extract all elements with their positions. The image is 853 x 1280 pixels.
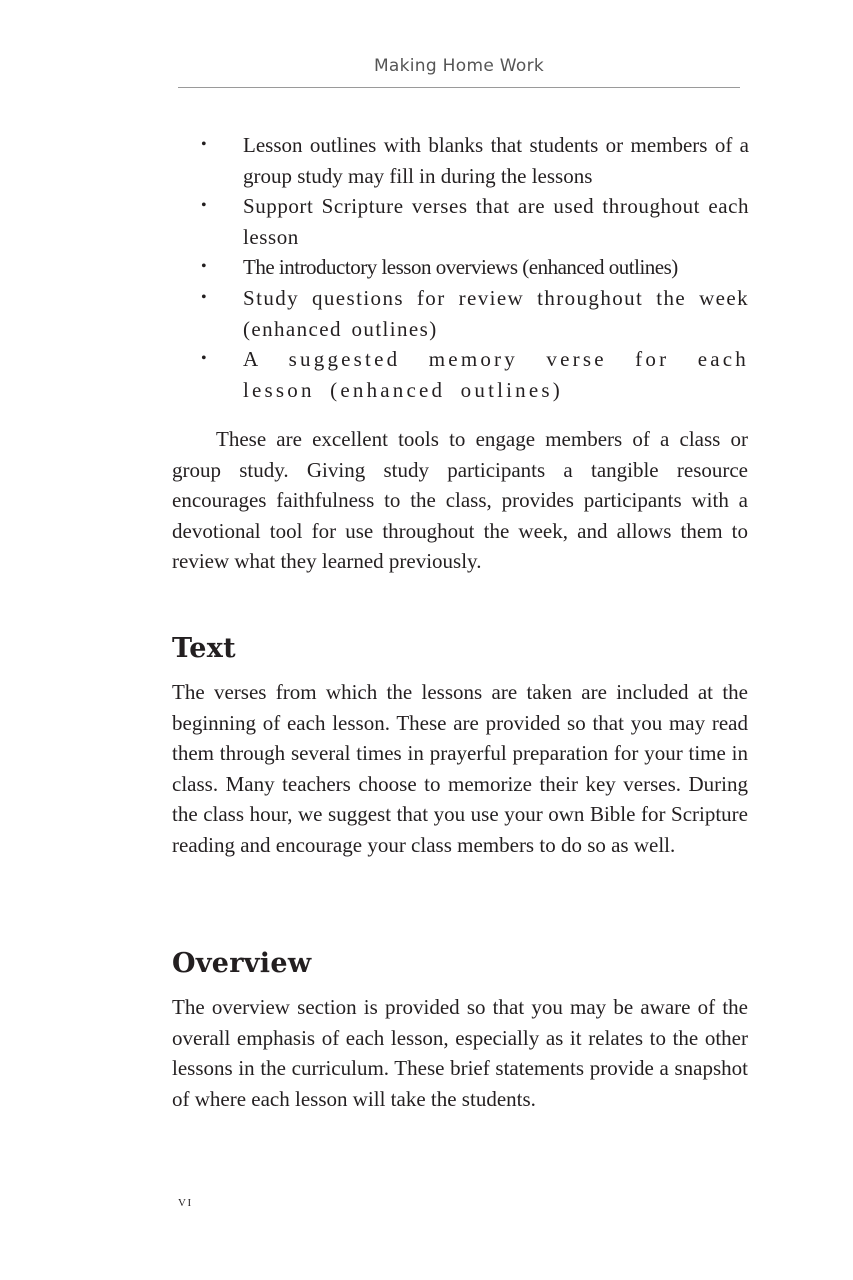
section-heading-overview: Overview bbox=[172, 948, 312, 979]
bullet-list bbox=[196, 130, 749, 405]
running-header: Making Home Work bbox=[373, 56, 545, 76]
bullet-icon: • bbox=[201, 258, 207, 276]
bullet-text: Study questions for review throughout the week (enhanced outlines) bbox=[243, 285, 749, 341]
bullet-icon: • bbox=[201, 350, 210, 368]
bullet-item bbox=[196, 344, 749, 405]
section-body-text: The verses from which the lessons are taken are included at the beginning of each lesson. These are provided so that you may read them through several times in prayerful preparation for your time in class. Many teachers choose to memorize their key verses. During the class hour, we suggest that you use your own Bible for Scripture reading and encourage your class members to do so as well. bbox=[172, 680, 748, 857]
page-number: vi bbox=[178, 1193, 193, 1210]
bullet-item bbox=[196, 283, 749, 344]
bullet-item bbox=[196, 130, 749, 191]
bullet-icon: • bbox=[201, 136, 207, 153]
section-body-overview: The overview section is provided so that you may be aware of the overall emphasis of each lesson, especially as it relates to the other lessons in the curriculum. These brief statements provide a snapshot of where each lesson will take the students. bbox=[172, 995, 748, 1111]
bullet-text: A suggested memory verse for each lesson (enhanced outlines) bbox=[243, 347, 749, 402]
section-heading-text: Text bbox=[172, 633, 236, 664]
bullet-icon: • bbox=[201, 288, 209, 306]
bullet-text: Lesson outlines with blanks that students or members of a group study may fill in during the lessons bbox=[243, 133, 749, 188]
intro-paragraph: These are excellent tools to engage members of a class or group study. Giving study participants a tangible resource encourages faithfulness to the class, provides participants with a devotional tool for use throughout the week, and allows them to review what they learned previously. bbox=[172, 427, 748, 574]
bullet-text: The introductory lesson overviews (enhanced outlines) bbox=[243, 255, 678, 280]
bullet-icon: • bbox=[201, 197, 208, 215]
header-rule bbox=[178, 87, 740, 88]
bullet-text: Support Scripture verses that are used throughout each lesson bbox=[243, 194, 749, 249]
bullet-item bbox=[196, 191, 749, 252]
bullet-item bbox=[196, 252, 749, 283]
